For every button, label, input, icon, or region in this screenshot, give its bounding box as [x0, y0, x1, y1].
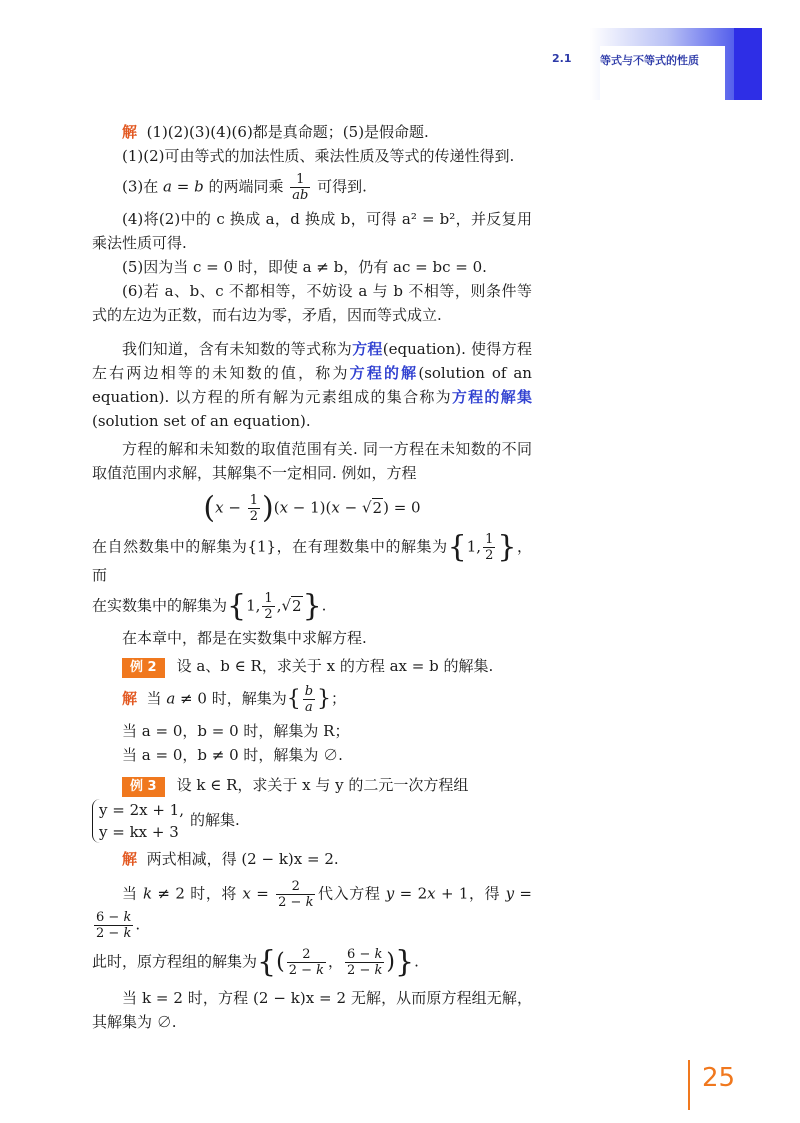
- solution-line-3: (3)在 a = b 的两端同乘 $\frac{1}{ab}$ 可得到.: [122, 172, 367, 203]
- example-3-badge: 例 3: [122, 777, 165, 797]
- term-equation: 方程: [352, 340, 383, 358]
- term-solution-set: 方程的解集: [451, 388, 532, 406]
- example-2-badge: 例 2: [122, 658, 165, 678]
- real-set: 在实数集中的解集为{1, $\frac{1}{2}$ ,√2}.: [92, 588, 327, 624]
- example-3-step-3: 此时，原方程组的解集为{( $\frac{2}{2 - k}$ ， $\frac{6 - k}{2 - k}$ )}.: [92, 944, 419, 980]
- term-solution: 方程的解: [349, 364, 419, 382]
- solution-line-6: (6)若 a、b、c 不都相等，不妨设 a 与 b 不相等，则条件等式的左边为正数，而右边为零，矛盾，因而等式成立.: [92, 282, 532, 324]
- example-3-problem: 例 3 设 k ∈ R，求关于 x 与 y 的二元一次方程组: [92, 773, 532, 797]
- page-number: 25: [702, 1063, 736, 1093]
- range-paragraph: 方程的解和未知数的取值范围有关. 同一方程在未知数的不同取值范围内求解，其解集不一定相同. 例如，方程: [92, 440, 532, 482]
- example-2-problem: 例 2 设 a、b ∈ R，求关于 x 的方程 ax = b 的解集.: [92, 654, 532, 678]
- solution-line-1: (1)(2)可由等式的加法性质、乘法性质及等式的传递性得到.: [122, 147, 515, 165]
- chapter-note: 在本章中，都是在实数集中求解方程.: [122, 629, 367, 647]
- example-equation: (x − $\frac{1}{2}$ )(x − 1)(x − √2) = 0: [203, 490, 421, 526]
- natural-rational-sets: 在自然数集中的解集为{1}，在有理数集中的解集为{1, $\frac{1}{2}$ }，而: [92, 529, 532, 584]
- example-3-step-2: 当 k ≠ 2 时，将 x = $\frac{2}{2 - k}$ 代入方程 y = 2x + 1，得 y = $\frac{6 - k}{2 - k}$ .: [96, 879, 532, 941]
- page-number-divider: [688, 1060, 690, 1110]
- section-title: 等式与不等式的性质: [600, 54, 699, 67]
- solution-intro: 解 (1)(2)(3)(4)(6)都是真命题；(5)是假命题.: [122, 123, 429, 141]
- example-3-step-4: 当 k = 2 时，方程 (2 − k)x = 2 无解，从而原方程组无解，其解集为 ∅.: [92, 989, 532, 1031]
- page-body: [92, 120, 532, 1034]
- example-2-step-2: 当 a = 0，b = 0 时，解集为 R；: [122, 722, 350, 740]
- definition-paragraph: 我们知道，含有未知数的等式称为方程(equation). 使得方程左右两边相等的未知数的值，称为方程的解(solution of an equation). 以方程的所有解为元素组成的集合称为方程的解集(solution set of an equation).: [92, 340, 532, 430]
- solution-line-4: (4)将(2)中的 c 换成 a，d 换成 b，可得 a² = b²，并反复用乘法性质可得.: [92, 210, 532, 252]
- solution-line-5: (5)因为当 c = 0 时，即使 a ≠ b，仍有 ac = bc = 0.: [122, 258, 487, 276]
- solution-label: 解: [122, 123, 138, 141]
- header-blue-bar: [734, 28, 762, 100]
- section-number: 2.1: [552, 52, 572, 65]
- example-3-step-1: 解 两式相减，得 (2 − k)x = 2.: [122, 850, 339, 868]
- fraction-1-over-ab: $\frac{1}{ab}$: [292, 172, 309, 203]
- system-brace: y = 2x + 1, y = kx + 3: [92, 799, 184, 843]
- equation-system: y = 2x + 1, y = kx + 3 的解集.: [92, 799, 532, 843]
- example-2-step-1: 解 当 a ≠ 0 时，解集为{ $\frac{b}{a}$ }；: [122, 684, 347, 715]
- example-2-step-3: 当 a = 0，b ≠ 0 时，解集为 ∅.: [122, 746, 343, 764]
